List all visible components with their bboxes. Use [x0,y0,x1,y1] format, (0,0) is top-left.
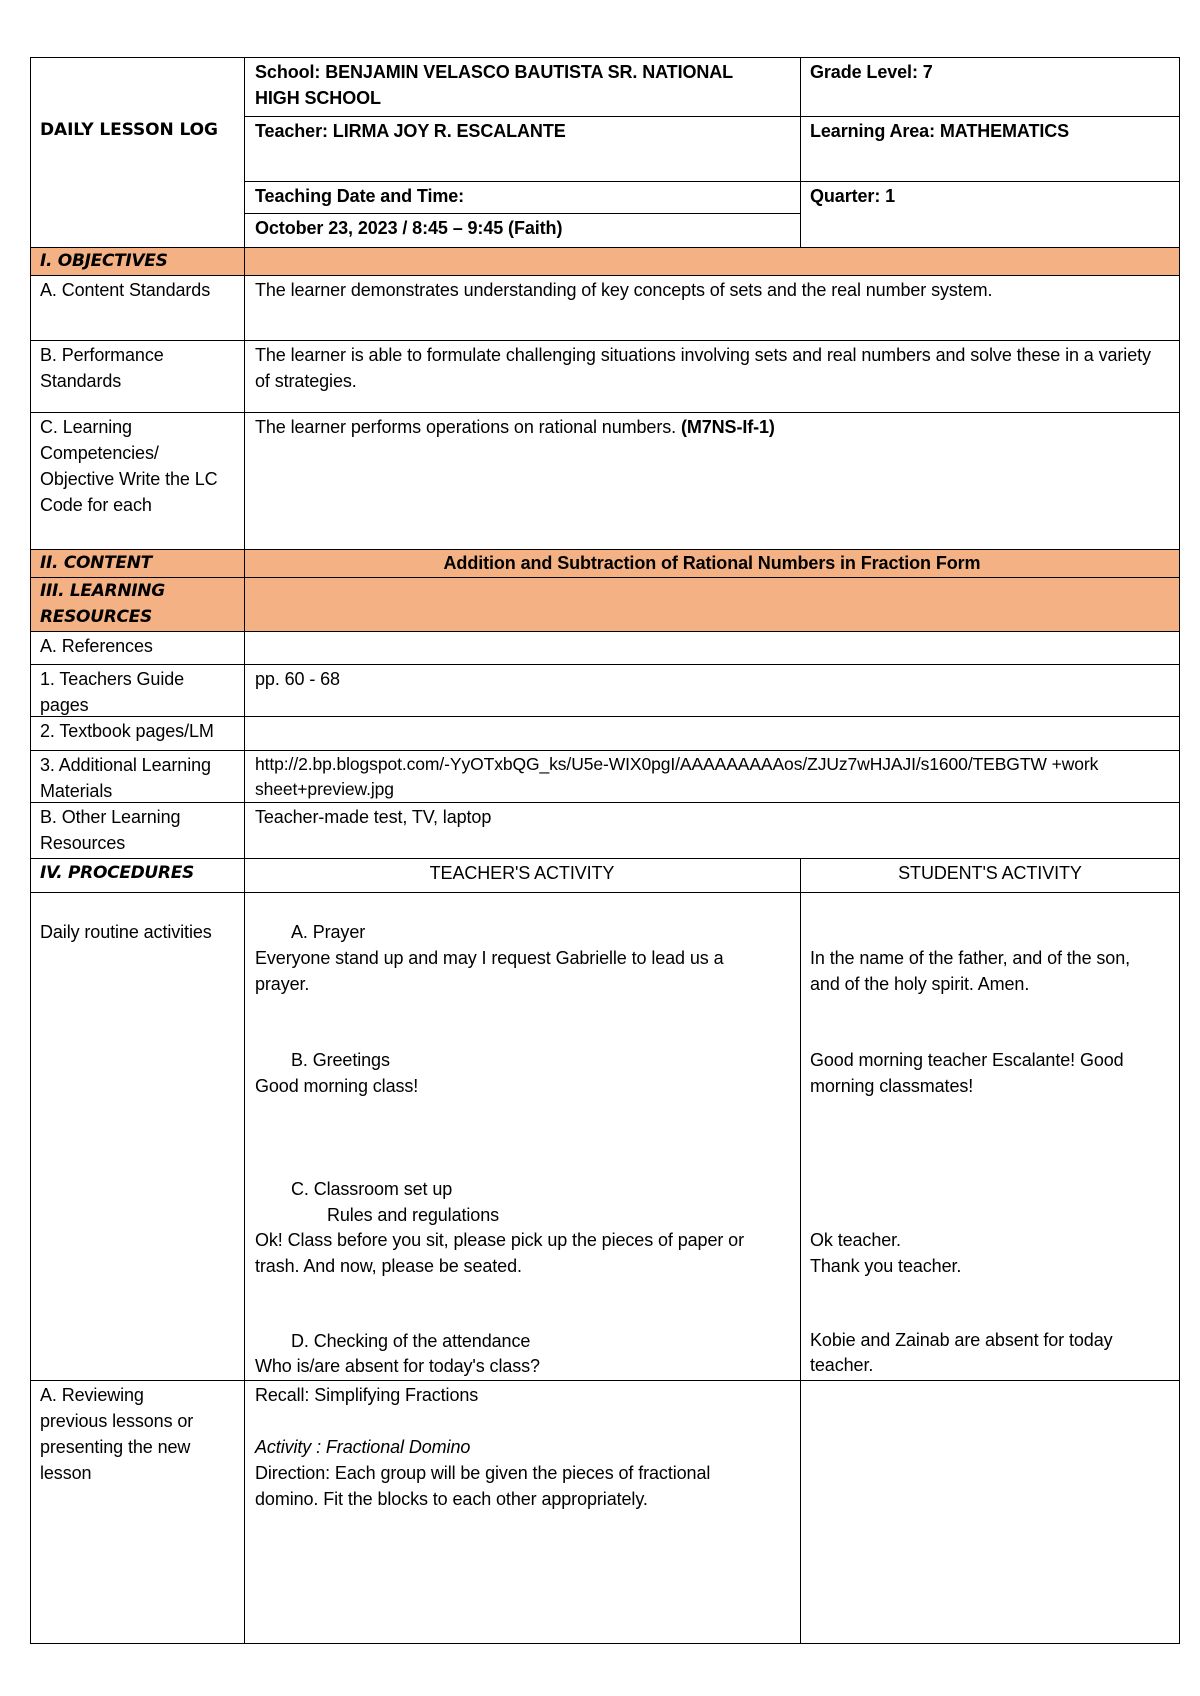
rule [244,57,245,1644]
greetings-student-text: Good morning teacher Escalante! Good morning classmates! [810,1050,1124,1096]
student-activity-header: STUDENT'S ACTIVITY [898,863,1082,883]
rule [1179,57,1180,1644]
performance-standards-label: B. Performance Standards [40,345,164,391]
other-resources-value: Teacher-made test, TV, laptop [255,807,492,827]
teachers-guide-value: pp. 60 - 68 [255,669,340,689]
textbook-label: 2. Textbook pages/LM [40,721,214,741]
rule [800,57,801,248]
additional-materials-link[interactable]: http://2.bp.blogspot.com/-YyOTxbQG_ks/U5e-WIX0pgI/AAAAAAAAAos/ZJUz7wHJAJI/s1600/TEBGTW +worksheet+preview.jpg [255,754,1099,799]
competencies-label: C. Learning Competencies/ Objective Write the LC Code for each [40,417,218,515]
content-heading: II. CONTENT [40,553,152,573]
learning-area: Learning Area: MATHEMATICS [810,121,1070,141]
recall-text: Recall: Simplifying Fractions [255,1385,479,1405]
rule [30,892,1180,893]
references-label: A. References [40,636,153,656]
activity-direction: Direction: Each group will be given the pieces of fractional domino. Fit the blocks to each other appropriately. [255,1463,711,1509]
teaching-date-label: Teaching Date and Time: [255,186,465,206]
competency-code: (M7NS-If-1) [680,417,775,437]
activity-title: Activity : Fractional Domino [255,1437,471,1457]
lesson-log-table [30,57,1180,1644]
attendance-student-text: Kobie and Zainab are absent for today teacher. [810,1330,1113,1375]
rule [30,247,1180,248]
rule [30,275,1180,276]
prayer-title: A. Prayer [291,922,366,942]
setup-student-text-1: Ok teacher. [810,1230,901,1250]
rule [244,116,1180,117]
greetings-teacher-text: Good morning class! [255,1076,419,1096]
rules-subtitle: Rules and regulations [327,1205,500,1225]
rule [30,57,31,1644]
rule [244,181,1180,182]
prayer-teacher-text: Everyone stand up and may I request Gabrielle to lead us a prayer. [255,948,724,994]
content-title: Addition and Subtraction of Rational Numbers in Fraction Form [443,553,981,573]
school-name: School: BENJAMIN VELASCO BAUTISTA SR. NATIONAL HIGH SCHOOL [255,62,733,108]
quarter: Quarter: 1 [810,186,896,206]
rule [30,750,1180,751]
objectives-heading: I. OBJECTIVES [40,251,168,271]
rule [30,664,1180,665]
prayer-student-text: In the name of the father, and of the son, and of the holy spirit. Amen. [810,948,1131,994]
rule [30,57,1180,58]
teacher-name: Teacher: LIRMA JOY R. ESCALANTE [255,121,566,141]
performance-standards-text: The learner is able to formulate challenging situations involving sets and real numbers and solve these in a variety of strategies. [255,345,1151,391]
competencies-text [255,414,775,440]
procedures-heading: IV. PROCEDURES [40,863,194,883]
teacher-activity-header: TEACHER'S ACTIVITY [429,863,615,883]
rule [30,858,1180,859]
classroom-setup-title: C. Classroom set up [291,1179,453,1199]
content-standards-label: A. Content Standards [40,280,211,300]
rule [30,1643,1180,1644]
additional-materials-label: 3. Additional Learning Materials [40,755,211,801]
teaching-date-value: October 23, 2023 / 8:45 – 9:45 (Faith) [255,218,563,238]
daily-routine-label: Daily routine activities [40,922,212,942]
objectives-band [30,247,1180,275]
other-resources-label: B. Other Learning Resources [40,807,181,853]
rule [800,858,801,1644]
attendance-teacher-text: Who is/are absent for today's class? [255,1356,540,1376]
rule [30,1380,1180,1381]
competencies-statement: The learner performs operations on rational numbers. [255,417,677,437]
greetings-title: B. Greetings [291,1050,390,1070]
content-standards-text: The learner demonstrates understanding of key concepts of sets and the real number system. [255,280,993,300]
resources-heading: III. LEARNING RESOURCES [40,581,165,627]
rule [30,631,1180,632]
setup-teacher-text: Ok! Class before you sit, please pick up the pieces of paper or trash. And now, please be seated. [255,1230,744,1276]
teachers-guide-label: 1. Teachers Guide pages [40,669,185,715]
rule [30,412,1180,413]
attendance-title: D. Checking of the attendance [291,1331,531,1351]
rule [244,213,800,214]
setup-student-text-2: Thank you teacher. [810,1256,962,1276]
reviewing-label: A. Reviewing previous lessons or presenting the new lesson [40,1385,194,1483]
grade-level: Grade Level: 7 [810,62,933,82]
doc-title: DAILY LESSON LOG [40,120,218,140]
rule [30,340,1180,341]
